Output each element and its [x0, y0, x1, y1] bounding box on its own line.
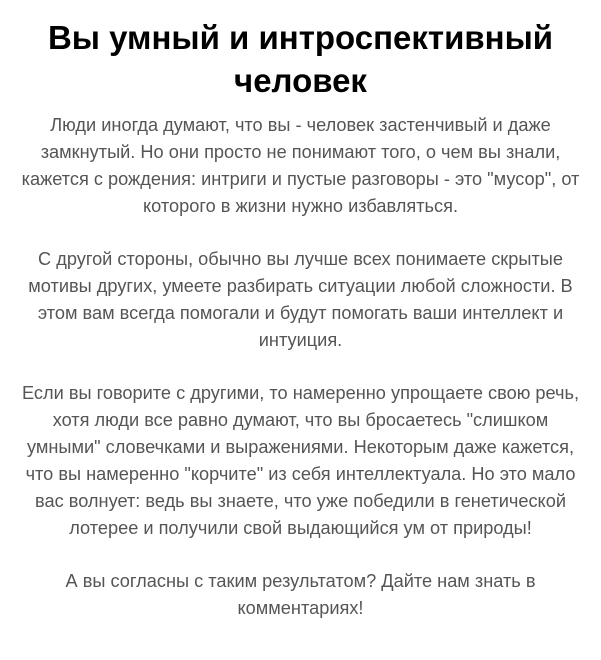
paragraph-insight: С другой стороны, обычно вы лучше всех понимаете скрытые мотивы других, умеете разбирать ситуации любой сложности. В этом вам всегда помогали и будут помогать ваши интеллект и интуиция. [28, 249, 573, 350]
paragraph-communication: Если вы говорите с другими, то намеренно упрощаете свою речь, хотя люди все равно думают, что вы бросаетесь "слишком умными" словечками и выражениями. Некоторым даже кажется, что вы намеренно "корчите" из себя интеллектуала. Но это мало вас волнует: ведь вы знаете, что уже победили в генетической лотерее и получили свой выдающийся ум от природы! [21, 383, 580, 538]
page-title [14, 16, 587, 102]
title-line-1: Вы умный и интроспективный [47, 19, 554, 56]
paragraph-intro: Люди иногда думают, что вы - человек застенчивый и даже замкнутый. Но они просто не понимают того, о чем вы знали, кажется с рождения: интриги и пустые разговоры - это "мусор", от которого в жизни нужно избавляться. [21, 115, 580, 216]
title-line-2: человек [234, 62, 367, 99]
paragraph-call-to-action: А вы согласны с таким результатом? Дайте нам знать в комментариях! [65, 571, 536, 618]
article-body [14, 112, 587, 622]
